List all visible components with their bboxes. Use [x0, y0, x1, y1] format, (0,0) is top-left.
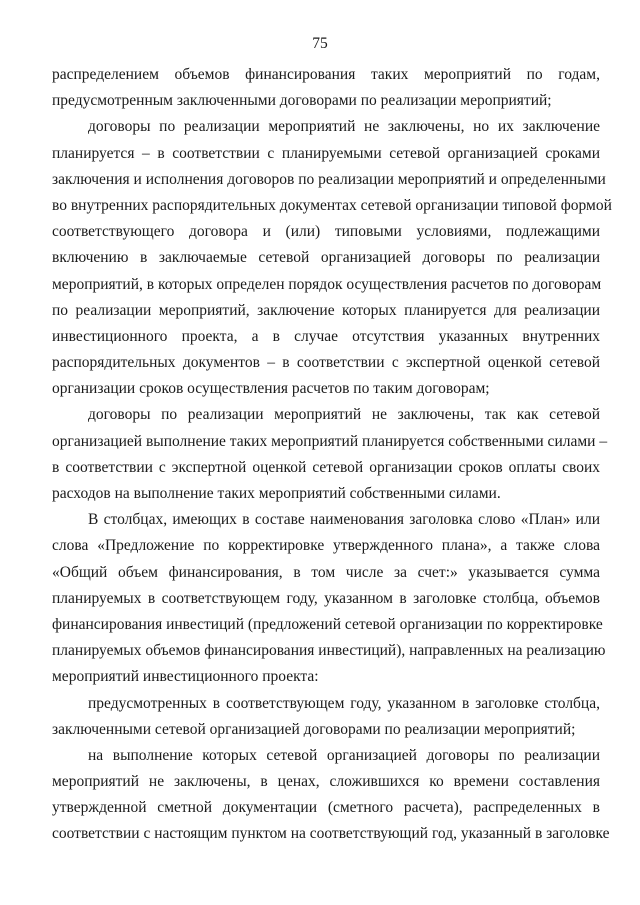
body-text	[52, 62, 612, 848]
text-line: включению в заключаемые сетевой организацией договоры по реализации	[52, 249, 600, 267]
text-line: соответствующего договора и (или) типовыми условиями, подлежащими	[52, 223, 600, 241]
text-line: на выполнение которых сетевой организацией договоры по реализации	[88, 746, 600, 764]
text-line: финансирования инвестиций (предложений сетевой организации по корректировке	[52, 615, 603, 633]
text-line: соответствии с настоящим пунктом на соответствующий год, указанный в заголовке	[52, 825, 610, 843]
paragraph	[52, 62, 600, 114]
text-line: распределением объемов финансирования таких мероприятий по годам,	[52, 66, 600, 83]
text-line: в соответствии с экспертной оценкой сетевой организации сроков оплаты своих	[52, 458, 600, 476]
text-line: организацией выполнение таких мероприятий планируется собственными силами –	[52, 432, 608, 450]
text-line: мероприятий не заключены, в ценах, сложившихся ко времени составления	[52, 773, 600, 791]
text-line: планируется – в соответствии с планируемыми сетевой организацией сроками	[52, 144, 600, 162]
text-line: слова «Предложение по корректировке утвержденного плана», а также слова	[52, 537, 600, 555]
text-line: утвержденной сметной документации (сметного расчета), распределенных в	[52, 799, 600, 817]
text-line: по реализации мероприятий, заключение которых планируется для реализации	[52, 301, 600, 319]
paragraph	[52, 114, 612, 402]
text-line: предусмотренных в соответствующем году, указанном в заголовке столбца,	[88, 694, 600, 712]
text-line: заключенными сетевой организацией договорами по реализации мероприятий;	[52, 720, 576, 738]
text-line: договоры по реализации мероприятий не заключены, но их заключение	[88, 118, 600, 136]
page-number: 75	[312, 35, 328, 52]
text-line: заключения и исполнения договоров по реализации мероприятий и определенными	[52, 170, 606, 188]
text-line: договоры по реализации мероприятий не заключены, так как сетевой	[88, 406, 600, 424]
paragraph	[52, 507, 606, 690]
text-line: расходов на выполнение таких мероприятий собственными силами.	[52, 485, 501, 502]
text-line: инвестиционного проекта, а в случае отсутствия указанных внутренних	[52, 327, 600, 345]
text-line: мероприятий инвестиционного проекта:	[52, 668, 319, 686]
text-line: распорядительных документов – в соответствии с экспертной оценкой сетевой	[52, 354, 600, 372]
paragraph	[52, 743, 610, 848]
text-line: «Общий объем финансирования, в том числе за счет:» указывается сумма	[52, 563, 600, 581]
text-line: В столбцах, имеющих в составе наименования заголовка слово «План» или	[88, 511, 600, 529]
text-line: предусмотренным заключенными договорами по реализации мероприятий;	[52, 92, 552, 110]
paragraph	[52, 691, 600, 743]
text-line: планируемых в соответствующем году, указанном в заголовке столбца, объемов	[52, 589, 600, 607]
text-line: планируемых объемов финансирования инвестиций), направленных на реализацию	[52, 642, 606, 660]
text-line: мероприятий, в которых определен порядок осуществления расчетов по договорам	[52, 275, 602, 293]
text-line: организации сроков осуществления расчетов по таким договорам;	[52, 380, 490, 398]
text-line: во внутренних распорядительных документах сетевой организации типовой формой	[52, 196, 612, 214]
paragraph	[52, 402, 608, 507]
